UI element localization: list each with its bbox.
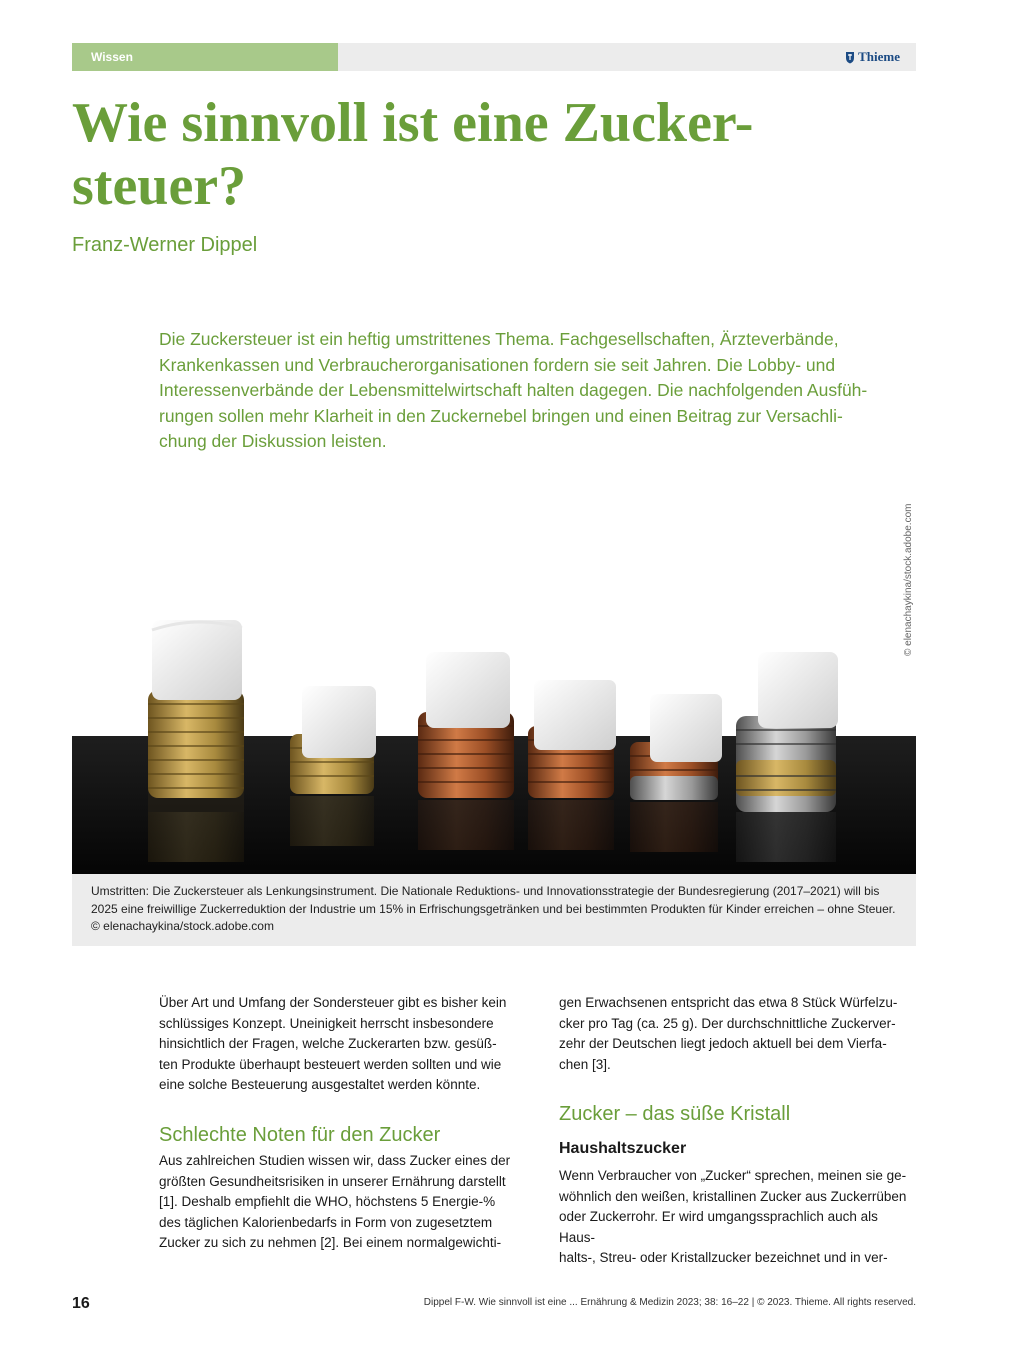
article-photo xyxy=(72,490,916,874)
page-number: 16 xyxy=(72,1295,90,1312)
article-title xyxy=(72,92,916,218)
text-line: gen Erwachsenen entspricht das etwa 8 Stück Würfelzu- xyxy=(559,995,898,1010)
text-line: größten Gesundheitsrisiken in unserer Ernährung darstellt xyxy=(159,1173,506,1189)
brand-logo xyxy=(845,49,900,65)
photo-credit: © elenachaykina/stock.adobe.com xyxy=(903,503,914,656)
header-bar xyxy=(72,43,916,71)
subsection-heading: Haushaltszucker xyxy=(559,1139,687,1157)
text-line: Aus zahlreichen Studien wissen wir, dass Zucker eines der xyxy=(159,1153,511,1168)
text-line: oder Zuckerrohr. Er wird umgangssprachlich auch als Haus- xyxy=(559,1209,878,1245)
text-line: chen [3]. xyxy=(559,1056,611,1072)
title-line: steuer? xyxy=(72,155,247,217)
abstract-line: chung der Diskussion leisten. xyxy=(159,431,387,451)
title-line: Wie sinnvoll ist eine Zucker- xyxy=(72,92,754,154)
text-line: ten Produkte überhaupt besteuert werden sollten und wie xyxy=(159,1056,502,1072)
text-line: Zucker zu sich zu nehmen [2]. Bei einem normalgewichti- xyxy=(159,1235,502,1250)
brand-name: Thieme xyxy=(858,49,900,64)
text-line: wöhnlich den weißen, kristallinen Zucker aus Zuckerrüben xyxy=(559,1188,907,1204)
abstract-line: rungen sollen mehr Klarheit in den Zuckernebel bringen und einen Beitrag zur Versachli- xyxy=(159,405,843,426)
sugar-cubes-on-coins-image xyxy=(72,490,916,874)
citation-footer: Dippel F-W. Wie sinnvoll ist eine ... Ernährung & Medizin 2023; 38: 16–22 | © 2023. Thieme. All rights reserved. xyxy=(423,1297,916,1308)
caption-line: 2025 eine freiwillige Zuckerreduktion der Industrie um 15% in Erfrischungsgetränken und bei bestimmten Produkten für Kinder erreichen – ohne Steuer. xyxy=(91,901,896,916)
text-line: des täglichen Kalorienbedarfs in Form von zugesetztem xyxy=(159,1214,493,1230)
section-heading: Schlechte Noten für den Zucker xyxy=(159,1123,441,1146)
paragraph xyxy=(159,1151,516,1254)
paragraph xyxy=(159,993,516,1096)
abstract-line: Interessenverbände der Lebensmittelwirtschaft halten dagegen. Die nachfolgenden Ausfüh- xyxy=(159,380,868,400)
paragraph xyxy=(559,993,916,1075)
text-line: schlüssiges Konzept. Uneinigkeit herrscht insbesondere xyxy=(159,1015,494,1031)
abstract-line: Krankenkassen und Verbraucherorganisationen fordern sie seit Jahren. Die Lobby- und xyxy=(159,354,836,375)
text-line: hinsichtlich der Fragen, welche Zuckerarten bzw. gesüß- xyxy=(159,1036,497,1051)
text-line: Über Art und Umfang der Sondersteuer gibt es bisher kein xyxy=(159,995,507,1010)
text-line: eine solche Besteuerung ausgestaltet werden könnte. xyxy=(159,1077,481,1092)
text-line: cker pro Tag (ca. 25 g). Der durchschnittliche Zuckerver- xyxy=(559,1015,896,1031)
thieme-crest-icon xyxy=(845,51,855,64)
text-line: Wenn Verbraucher von „Zucker“ sprechen, meinen sie ge- xyxy=(559,1168,907,1183)
text-line: halts-, Streu- oder Kristallzucker bezeichnet und in ver- xyxy=(559,1250,888,1265)
section-tab xyxy=(72,43,338,71)
author-name: Franz-Werner Dippel xyxy=(72,234,258,256)
abstract xyxy=(159,327,917,455)
text-line: zehr der Deutschen liegt jedoch aktuell bei dem Vierfa- xyxy=(559,1036,887,1051)
caption-line: © elenachaykina/stock.adobe.com xyxy=(91,919,274,933)
section-label: Wissen xyxy=(91,50,133,64)
paragraph xyxy=(559,1166,916,1269)
figure-caption xyxy=(72,874,916,946)
caption-line: Umstritten: Die Zuckersteuer als Lenkungsinstrument. Die Nationale Reduktions- und Innovationsstrategie der Bundesregierung (2017–2021) will bis xyxy=(91,884,880,898)
text-line: [1]. Deshalb empfiehlt die WHO, höchstens 5 Energie-% xyxy=(159,1194,496,1209)
abstract-line: Die Zuckersteuer ist ein heftig umstrittenes Thema. Fachgesellschaften, Ärzteverbände, xyxy=(159,329,839,349)
section-heading: Zucker – das süße Kristall xyxy=(559,1103,791,1125)
body-column-right xyxy=(559,993,916,1269)
body-column-left xyxy=(159,993,516,1254)
